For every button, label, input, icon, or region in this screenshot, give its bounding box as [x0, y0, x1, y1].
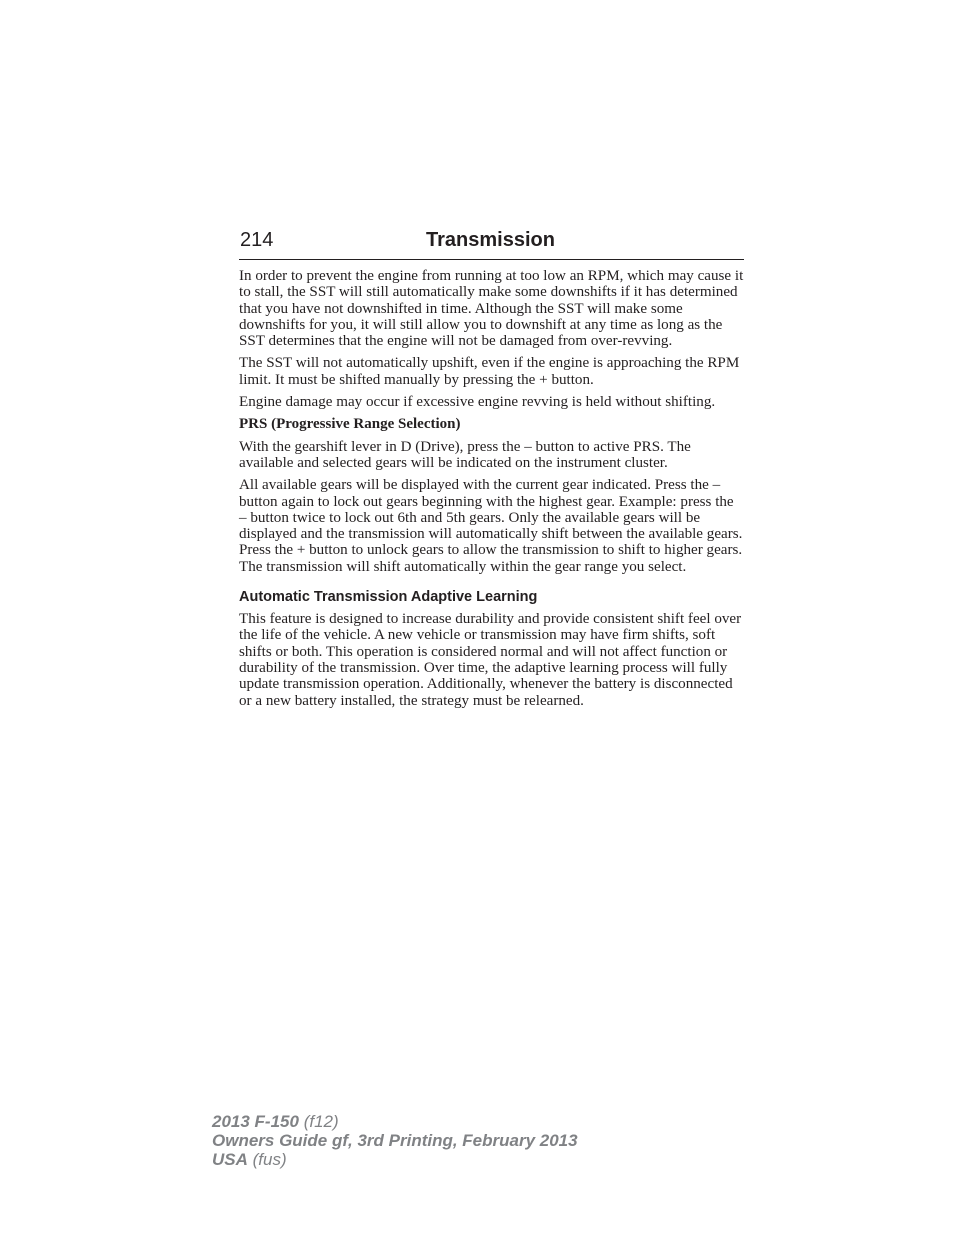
footer-region-code: (fus)	[252, 1150, 287, 1169]
page-content	[239, 268, 744, 715]
paragraph-prs-activate: With the gearshift lever in D (Drive), press the – button to active PRS. The available and selected gears will be indicated on the instrument cluster.	[239, 438, 691, 471]
page-header	[239, 229, 744, 260]
footer-model-code: (f12)	[303, 1112, 339, 1131]
paragraph-sst-upshift: The SST will not automatically upshift, even if the engine is approaching the RPM limit. It must be shifted manually by pressing the + button.	[239, 355, 740, 388]
footer-region: USA	[212, 1150, 248, 1169]
paragraph-engine-damage: Engine damage may occur if excessive engine revving is held without shifting.	[239, 394, 716, 411]
paragraph-adaptive-learning: This feature is designed to increase durability and provide consistent shift feel over the life of the vehicle. A new vehicle or transmission may have firm shifts, soft shifts or both. This operation is considered normal and will not affect function or durability of the transmission. Over time, the adaptive learning process will fully update transmission operation. Additionally, whenever the battery is disconnected or a new battery installed, the strategy must be relearned.	[239, 611, 742, 709]
heading-adaptive-learning: Automatic Transmission Adaptive Learning	[239, 589, 538, 606]
paragraph-prs-gears: All available gears will be displayed with the current gear indicated. Press the – button again to lock out gears beginning with the highest gear. Example: press the – button twice to lock out 6th and 5th gears. Only the available gears will be displayed and the transmission will automatically shift between the available gears. Press the + button to unlock gears to allow the transmission to shift to higher gears. The transmission will shift automatically within the gear range you select.	[239, 477, 743, 575]
footer-model: 2013 F-150	[212, 1112, 299, 1131]
chapter-title: Transmission	[426, 229, 555, 251]
page-number: 214	[240, 229, 274, 251]
footer-guide: Owners Guide gf, 3rd Printing, February 2013	[212, 1131, 578, 1150]
page-footer	[212, 1112, 578, 1169]
footer-line-region	[212, 1150, 578, 1169]
footer-line-model	[212, 1112, 578, 1131]
heading-prs: PRS (Progressive Range Selection)	[239, 416, 461, 433]
paragraph-sst-downshift: In order to prevent the engine from running at too low an RPM, which may cause it to stall, the SST will still automatically make some downshifts if it has determined that you have not downshifted in time. Although the SST will make some downshifts for you, it will still allow you to downshift at any time as long as the SST determines that the engine will not be damaged from over-revving.	[239, 268, 744, 350]
